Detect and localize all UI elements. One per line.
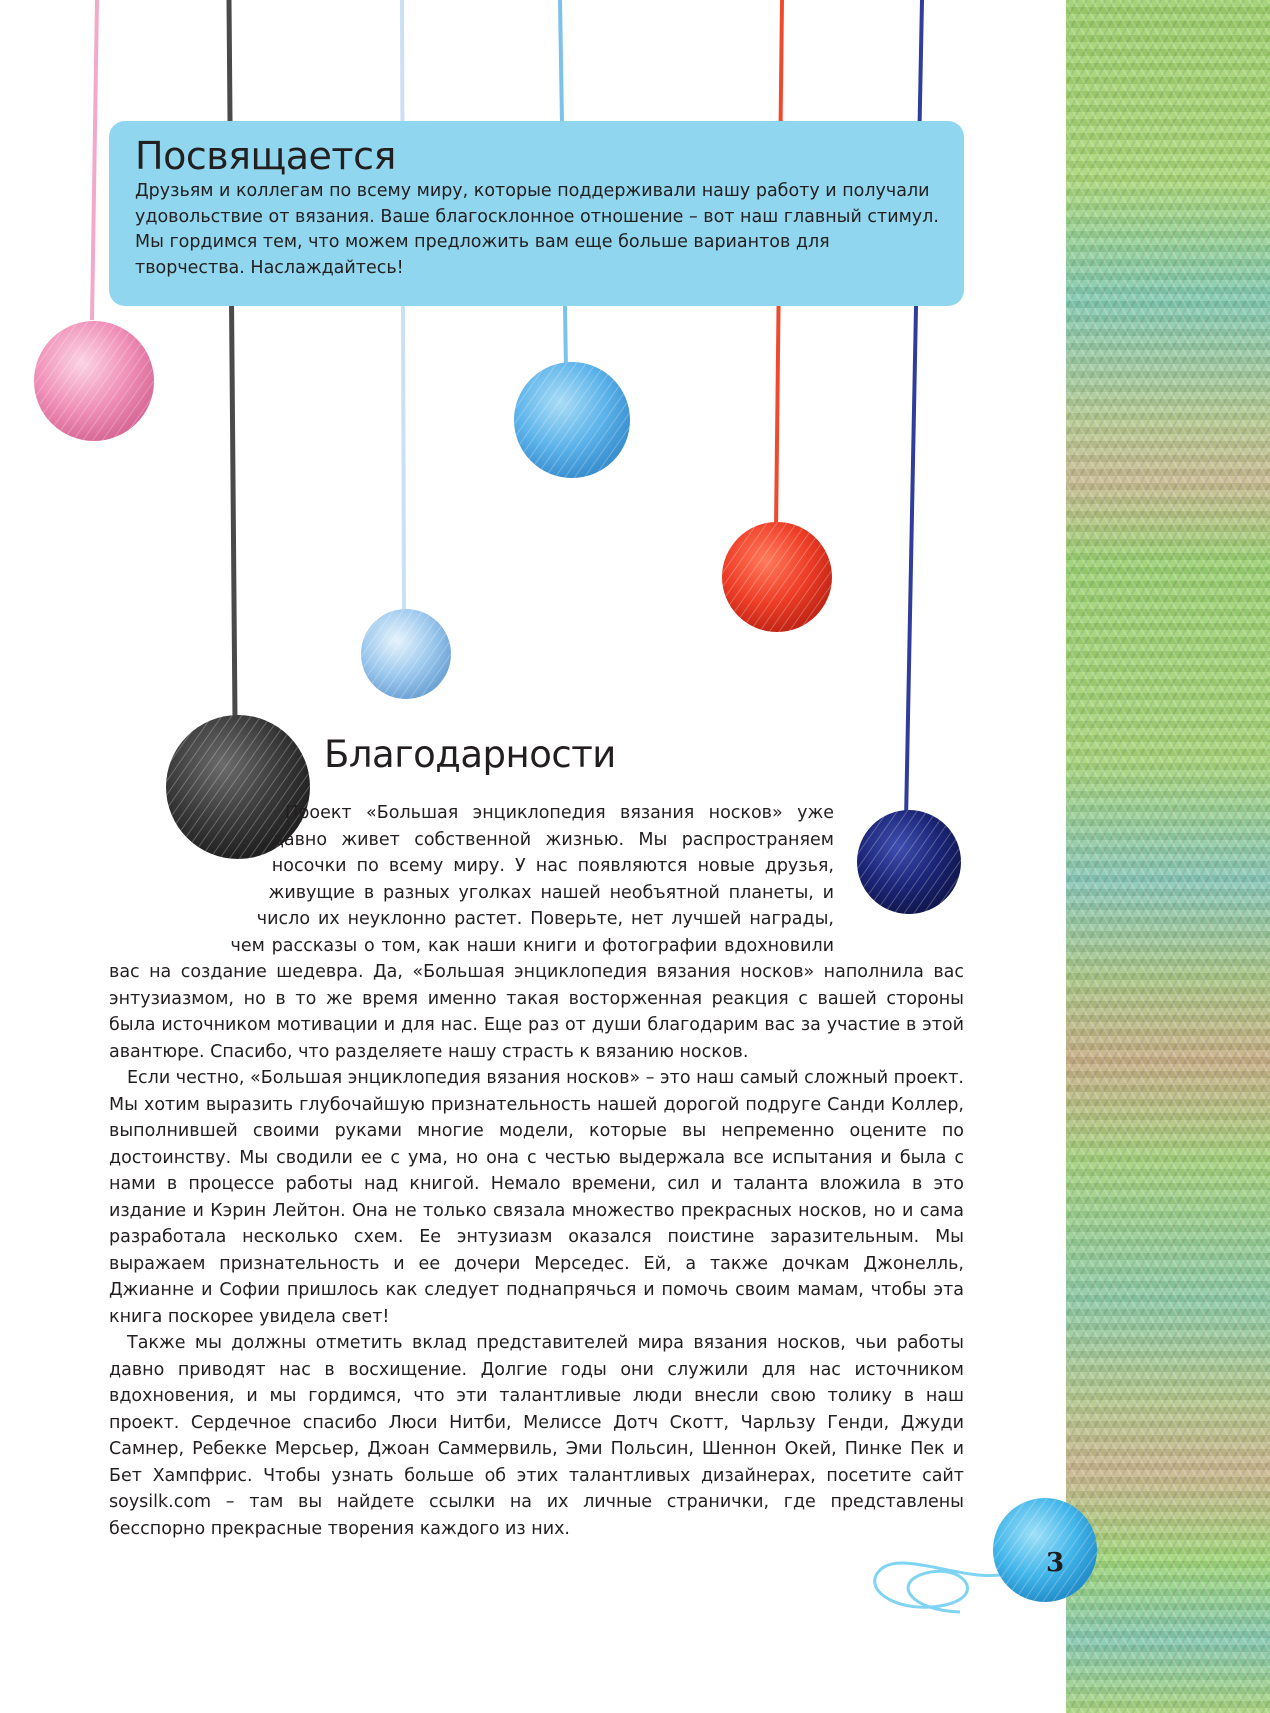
- loose-yarn-thread: [875, 1563, 1000, 1612]
- red-yarn-ball: [722, 522, 832, 632]
- pink-yarn-ball: [34, 321, 154, 441]
- pink-yarn-string: [92, 0, 97, 320]
- lightblue-yarn-ball: [361, 609, 451, 699]
- dedication-text: Друзьям и коллегам по всему миру, которые поддерживали нашу работу и получали удовольствие от вязания. Ваше благосклонное отношение – вот наш главный стимул. Мы гордимся тем, что можем предложить вам еще больше вариантов для творчества. Наслаждайтесь!: [135, 181, 939, 278]
- dedication-title: Посвящается: [135, 134, 396, 178]
- acknowledgements-paragraph: Проект «Большая энциклопедия вязания носков» уже давно живет собственной жизнью. Мы распространяем носочки по всему миру. У нас появляются новые друзья, живущие в разных уголках нашей необъятной планеты, и число их неуклонно растет. Поверьте, нет лучшей награды, чем рассказы о том, как наши книги и фотографии вдохновили вас на создание шедевра. Да, «Большая энциклопедия вязания носков» наполнила вас энтузиазмом, но в то же время именно такая восторженная реакция с вашей стороны была источником мотивации и для нас. Еще раз от души благодарим вас за участие в этой авантюре. Спасибо, что разделяете нашу страсть к вязанию носков.: [109, 803, 964, 1062]
- dedication-box: [109, 121, 964, 306]
- acknowledgements-body: [109, 800, 964, 1542]
- acknowledgements-title: Благодарности: [324, 733, 616, 776]
- acknowledgements-paragraph: Также мы должны отметить вклад представителей мира вязания носков, чьи работы давно приводят нас в восхищение. Долгие годы они служили для нас источником вдохновения, и мы гордимся, что эти талантливые люди внесли свою толику в наш проект. Сердечное спасибо Люси Нитби, Мелиссе Дотч Скотт, Чарльзу Генди, Джуди Самнер, Ребекке Мерсьер, Джоан Саммервиль, Эми Польсин, Шеннон Окей, Пинке Пек и Бет Хампфрис. Чтобы узнать больше об этих талантливых дизайнерах, посетите сайт soysilk.com – там вы найдете ссылки на их личные странички, где представлены бесспорно прекрасные творения каждого из них.: [109, 1333, 964, 1539]
- gray-yarn-string: [229, 0, 235, 720]
- knit-fabric-strip: [1066, 0, 1270, 1713]
- text-wrap-spacer-right: [834, 800, 964, 950]
- page-number: 3: [1045, 1548, 1065, 1578]
- acknowledgements-paragraph: Если честно, «Большая энциклопедия вязания носков» – это наш самый сложный проект. Мы хотим выразить глубочайшую признательность нашей дорогой подруге Санди Коллер, выполнившей своими руками многие модели, которые вы непременно оцените по достоинству. Мы сводили ее с ума, но она с честью выдержала все испытания и была с нами в процессе работы над книгой. Немало времени, сил и таланта вложила в это издание и Кэрин Лейтон. Она не только связала множество прекрасных носков, но и сама разработала несколько схем. Ее энтузиазм оказался поистине заразительным. Мы выражаем признательность и ее дочери Мерседес. Ей, а также дочкам Джонелль, Джианне и Софии пришлось как следует поднапрячься и помочь своим мамам, чтобы эта книга поскорее увидела свет!: [109, 1068, 964, 1327]
- blue-yarn-ball: [514, 362, 630, 478]
